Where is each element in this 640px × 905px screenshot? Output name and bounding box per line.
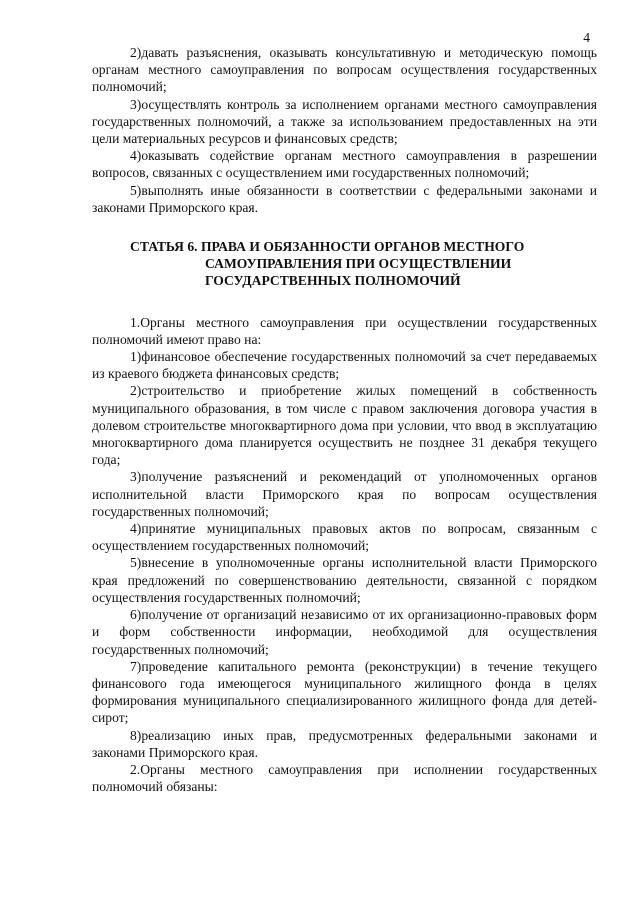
right-item-2: 2)строительство и приобретение жилых помещений в собственность муниципального образования, в том числе с правом заключения договора участия в долевом строительстве многоквартирного дома при условии, что ввод в эксплуатацию многоквартирного дома планируется осуществить не позднее 31 декабря текущего года; — [92, 383, 597, 468]
clause-2-intro: 2.Органы местного самоуправления при исполнении государственных полномочий обязаны: — [92, 761, 597, 795]
right-item-7: 7)проведение капитального ремонта (реконструкции) в течение текущего финансового года имеющегося муниципального жилищного фонда в целях формирования муниципального специализированного жилищного фонда для детей-сирот; — [92, 658, 597, 726]
paragraph-item-4: 4)оказывать содействие органам местного самоуправления в разрешении вопросов, связанных с осуществлением ими государственных полномочий; — [92, 148, 597, 181]
spacer — [92, 290, 597, 314]
article-heading-line-3: ГОСУДАРСТВЕННЫХ ПОЛНОМОЧИЙ — [205, 273, 461, 289]
right-item-3: 3)получение разъяснений и рекомендаций от уполномоченных органов исполнительной власти Приморского края по вопросам осуществления государственных полномочий; — [92, 469, 597, 519]
article-heading-line-2: САМОУПРАВЛЕНИЯ ПРИ ОСУЩЕСТВЛЕНИИ — [205, 256, 512, 272]
right-item-8: 8)реализацию иных прав, предусмотренных федеральными законами и законами Приморского края. — [92, 727, 597, 760]
clause-1-intro: 1.Органы местного самоуправления при осуществлении государственных полномочий имеют право на: — [92, 314, 597, 347]
paragraph-item-5: 5)выполнять иные обязанности в соответствии с федеральными законами и законами Приморского края. — [92, 182, 597, 215]
right-item-1: 1)финансовое обеспечение государственных полномочий за счет передаваемых из краевого бюджета финансовых средств; — [92, 349, 597, 382]
document-body — [92, 44, 597, 795]
paragraph-item-3: 3)осуществлять контроль за исполнением органами местного самоуправления государственных полномочий, а также за использованием предоставленных на эти цели материальных ресурсов и финансовых средств; — [92, 96, 597, 147]
right-item-5: 5)внесение в уполномоченные органы исполнительной власти Приморского края предложений по совершенствованию деятельности, связанной с порядком осуществления государственных полномочий; — [92, 555, 597, 605]
right-item-6: 6)получение от организаций независимо от их организационно-правовых форм и форм собственности информации, необходимой для осуществления государственных полномочий; — [92, 607, 597, 657]
right-item-4: 4)принятие муниципальных правовых актов по вопросам, связанным с осуществлением государственных полномочий; — [92, 521, 597, 554]
page-number: 4 — [583, 30, 590, 45]
article-heading — [92, 238, 597, 290]
article-heading-line-1: СТАТЬЯ 6. ПРАВА И ОБЯЗАННОСТИ ОРГАНОВ МЕСТНОГО — [130, 239, 525, 255]
paragraph-item-2: 2)давать разъяснения, оказывать консультативную и методическую помощь органам местного самоуправления по вопросам осуществления государственных полномочий; — [92, 45, 597, 95]
spacer — [92, 216, 597, 238]
